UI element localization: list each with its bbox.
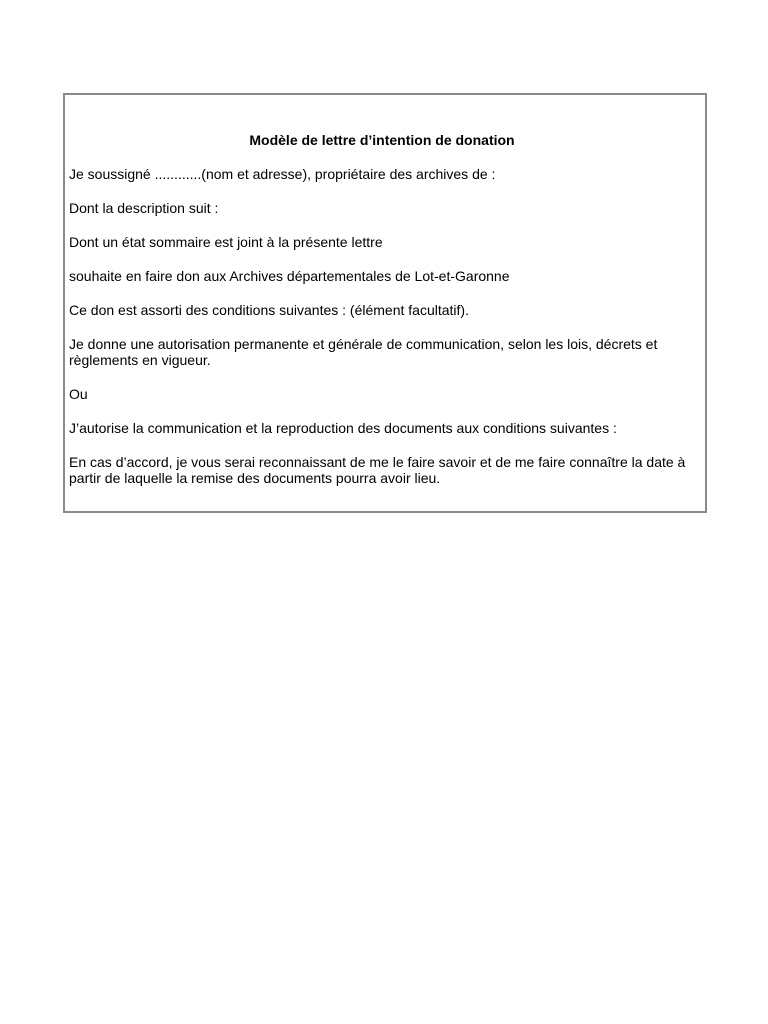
paragraph-or: Ou: [69, 386, 88, 402]
paragraph-description: Dont la description suit :: [69, 200, 219, 216]
paragraph-donation-wish: souhaite en faire don aux Archives départementales de Lot-et-Garonne: [69, 268, 510, 284]
paragraph-summary-attached: Dont un état sommaire est joint à la présente lettre: [69, 234, 383, 250]
paragraph-conditions: Ce don est assorti des conditions suivantes : (élément facultatif).: [69, 302, 469, 318]
letter-template-box: [63, 93, 707, 513]
paragraph-declaration: Je soussigné ............(nom et adresse), propriétaire des archives de :: [69, 166, 496, 182]
paragraph-closing: En cas d’accord, je vous serai reconnaissant de me le faire savoir et de me faire connaître la date à partir de laquelle la remise des documents pourra avoir lieu.: [69, 454, 686, 486]
letter-title: Modèle de lettre d’intention de donation: [249, 132, 515, 148]
paragraph-permanent-authorization: Je donne une autorisation permanente et générale de communication, selon les lois, décrets et règlements en vigueur.: [69, 336, 658, 368]
paragraph-conditional-authorization: J’autorise la communication et la reproduction des documents aux conditions suivantes :: [69, 420, 617, 436]
